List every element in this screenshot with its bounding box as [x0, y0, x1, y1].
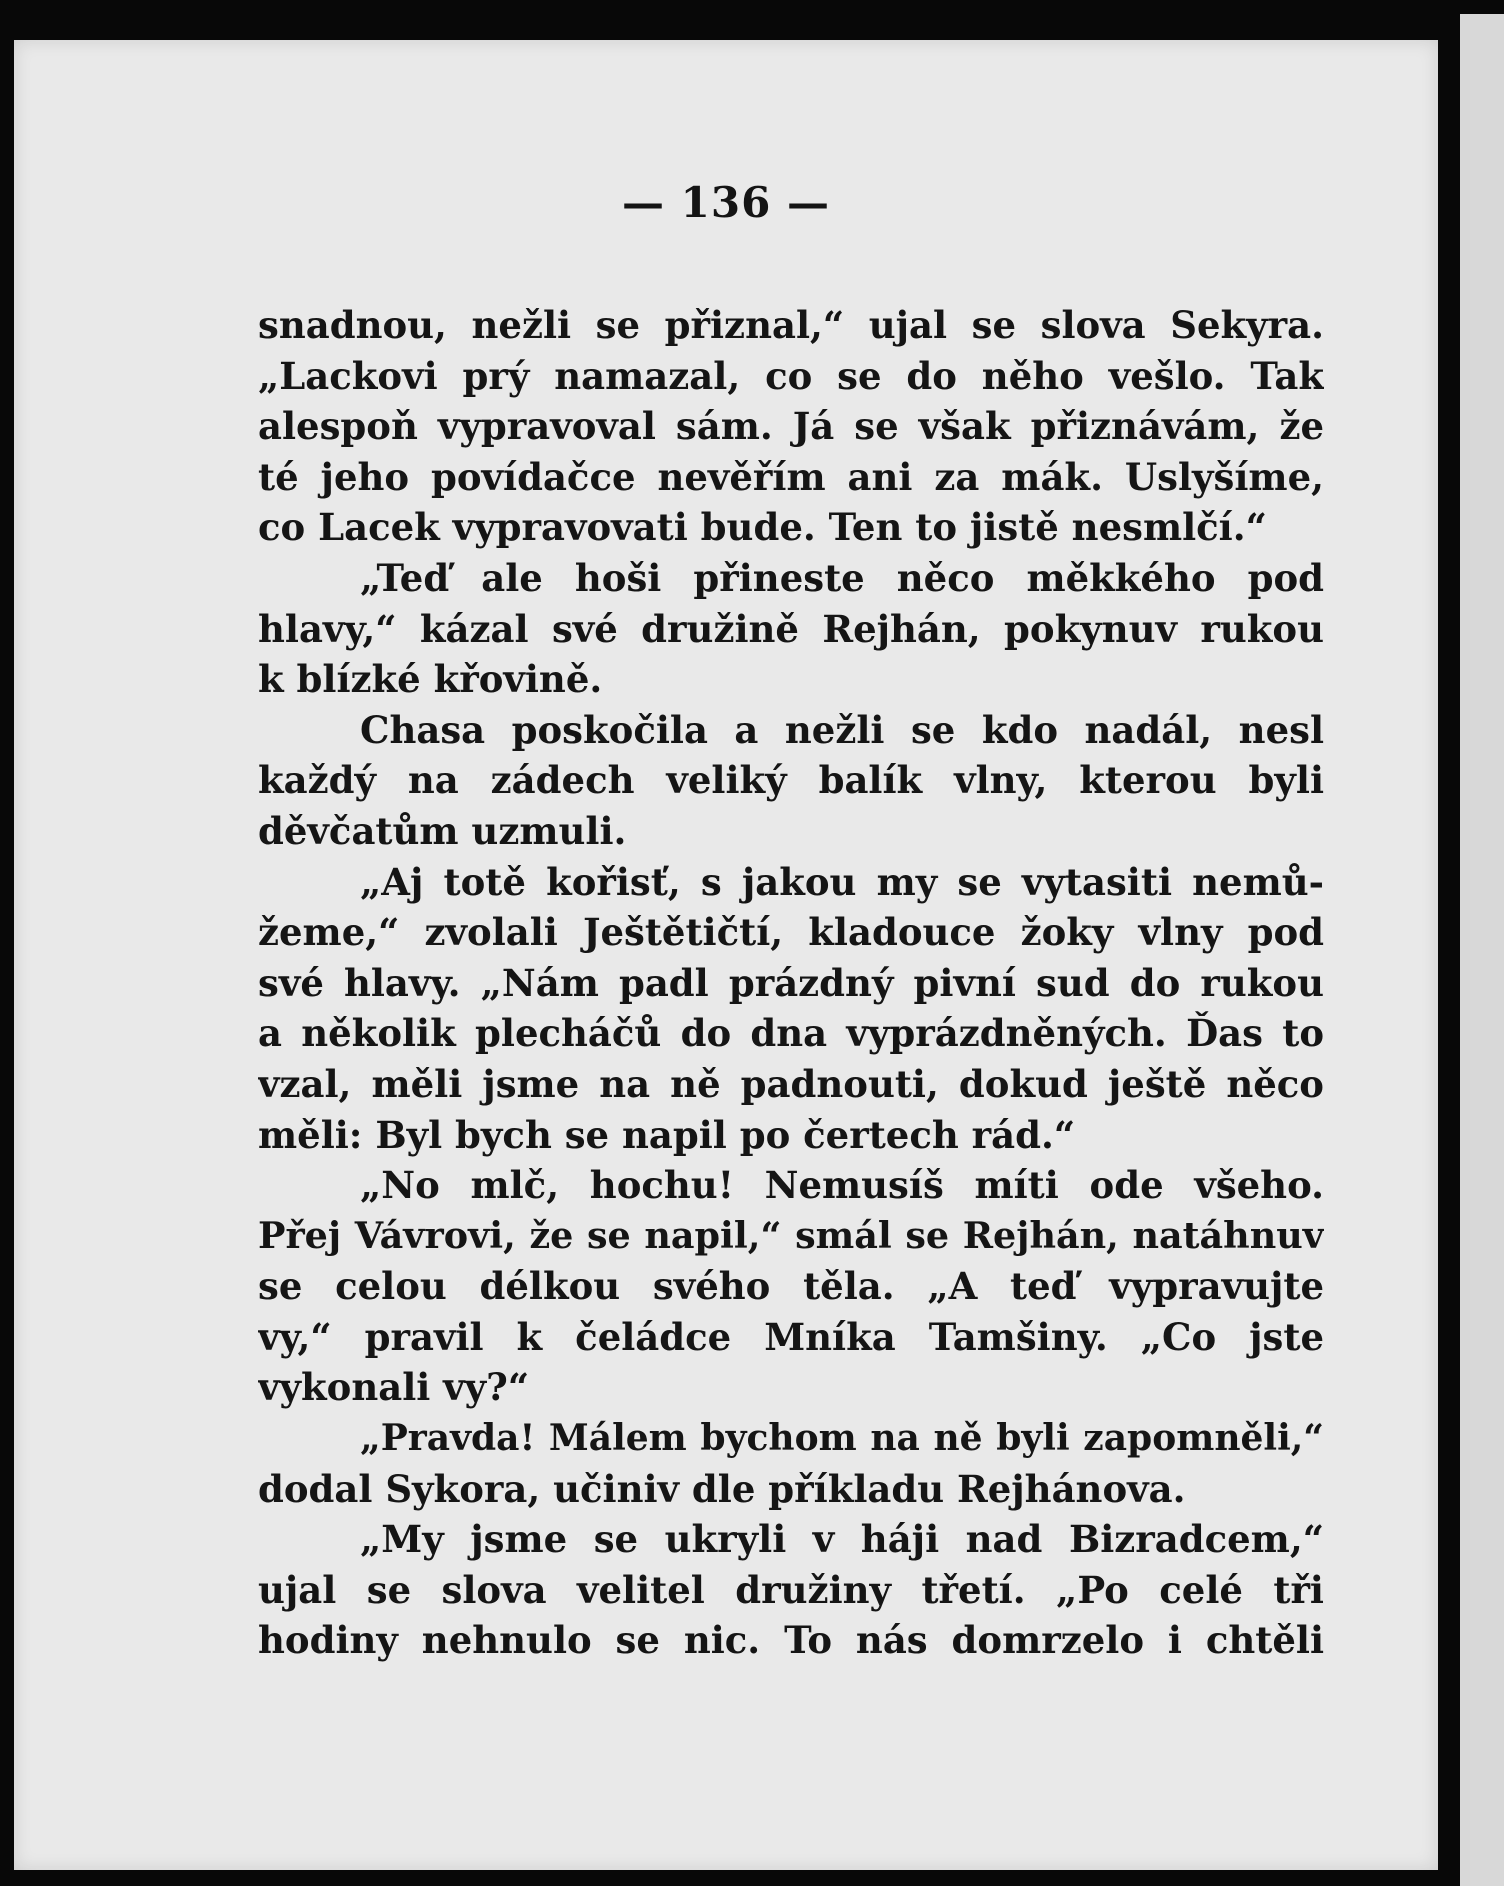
text-line: vykonali vy?“ — [258, 1365, 530, 1410]
text-line: „Pravda! Málem bychom na ně byli zapomněli,“ — [360, 1417, 1324, 1460]
text-line: a několik plecháčů do dna vyprázdněných. Ďas to — [258, 1011, 1324, 1056]
text-line: dodal Sykora, učiniv dle příkladu Rejhánova. — [258, 1466, 1186, 1511]
text-line: „My jsme se ukryli v háji nad Bizradcem,“ — [360, 1517, 1324, 1562]
text-line: „No mlč, hochu! Nemusíš míti ode všeho. — [360, 1163, 1324, 1208]
text-line: Chasa poskočila a nežli se kdo nadál, nesl — [360, 707, 1324, 752]
text-line: vzal, měli jsme na ně padnouti, dokud ještě něco — [258, 1061, 1324, 1106]
text-line: alespoň vypravoval sám. Já se však přiznávám, že — [258, 404, 1324, 449]
text-line: té jeho povídačce nevěřím ani za mák. Uslyšíme, — [258, 454, 1324, 499]
facing-page-edge — [1460, 14, 1504, 1886]
text-line: vy,“ pravil k čeládce Mníka Tamšiny. „Co jste — [258, 1314, 1324, 1359]
text-line: snadnou, nežli se přiznal,“ ujal se slova Sekyra. — [258, 303, 1324, 347]
text-line: „Aj totě kořisť, s jakou my se vytasiti nemů- — [360, 859, 1324, 904]
book-page — [14, 40, 1438, 1870]
text-line: „Teď ale hoši přineste něco měkkého pod — [360, 555, 1324, 600]
text-line: Přej Vávrovi, že se napil,“ smál se Rejhán, natáhnuv — [258, 1213, 1324, 1257]
text-line: hlavy,“ kázal své družině Rejhán, pokynuv rukou — [258, 606, 1324, 651]
text-line: ujal se slova velitel družiny třetí. „Po celé tři — [258, 1567, 1324, 1612]
text-line: žeme,“ zvolali Ještětičtí, kladouce žoky vlny pod — [258, 910, 1324, 955]
text-line: své hlavy. „Nám padl prázdný pivní sud do rukou — [258, 960, 1324, 1005]
text-line: hodiny nehnulo se nic. To nás domrzelo i chtěli — [258, 1618, 1324, 1663]
text-line: k blízké křovině. — [258, 657, 603, 702]
text-line: děvčatům uzmuli. — [258, 808, 627, 853]
text-line: se celou délkou svého těla. „A teď vypravujte — [258, 1264, 1324, 1309]
text-line: každý na zádech veliký balík vlny, kterou byli — [258, 758, 1324, 803]
text-line: co Lacek vypravovati bude. Ten to jistě nesmlčí.“ — [258, 505, 1267, 550]
body-text — [258, 300, 1324, 1666]
page-number: — 136 — — [622, 178, 830, 227]
text-line: „Lackovi prý namazal, co se do něho vešlo. Tak — [258, 353, 1324, 398]
text-line: měli: Byl bych se napil po čertech rád.“ — [258, 1112, 1076, 1157]
